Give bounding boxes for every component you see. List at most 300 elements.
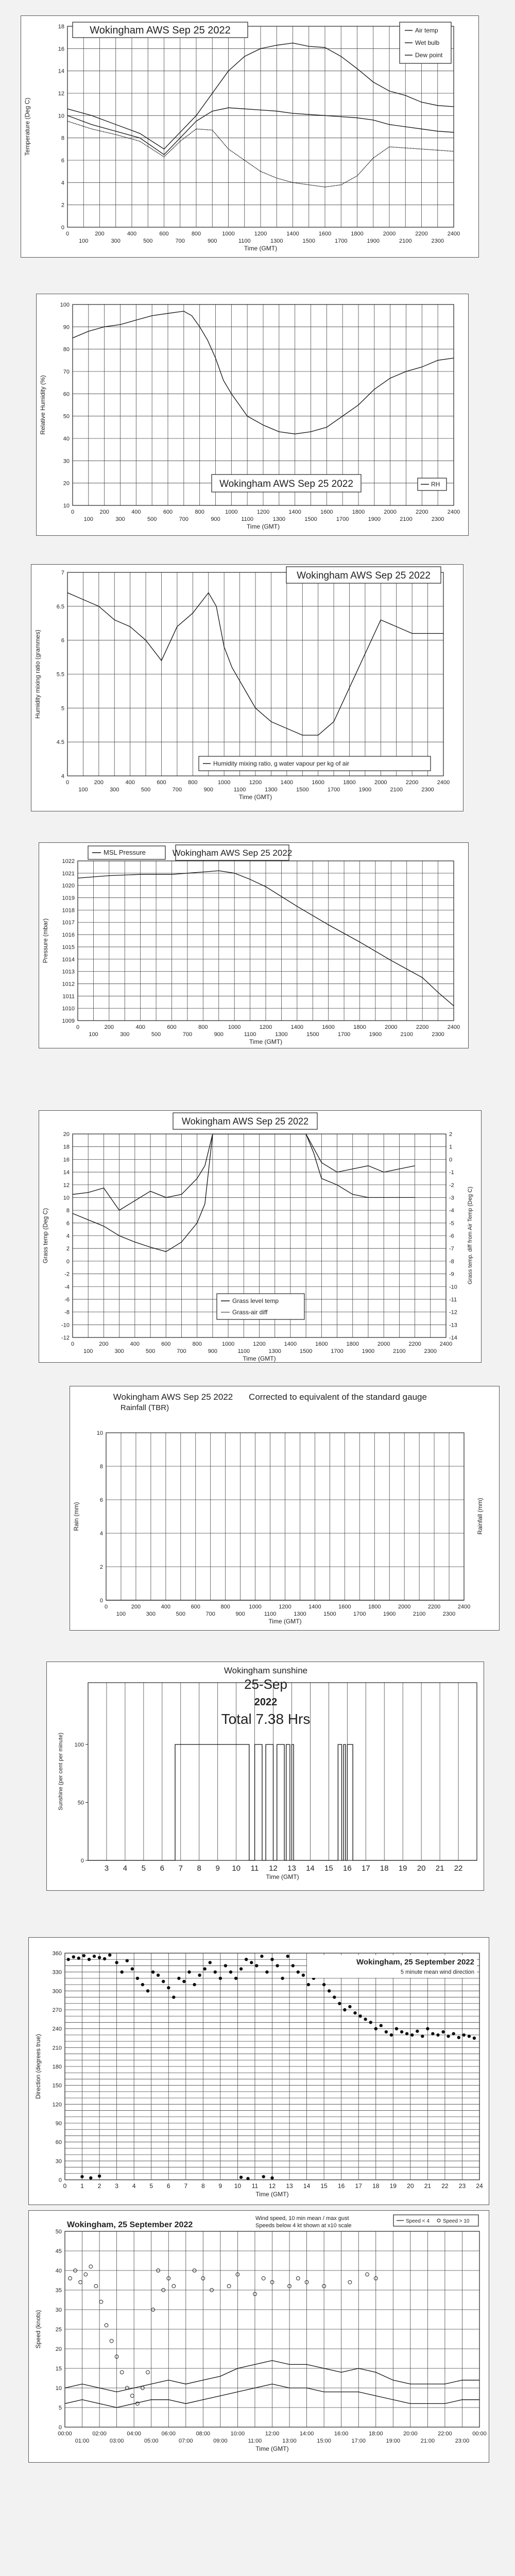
x-tick-label: 03:00 <box>109 2438 124 2444</box>
x-tick-label: 2200 <box>415 231 428 237</box>
x-tick-label: 1600 <box>315 1341 328 1347</box>
x-tick-label: 200 <box>131 1604 141 1610</box>
wind-direction-point <box>426 2027 429 2030</box>
gridlines <box>65 2231 479 2427</box>
x-tick-label: 0 <box>104 1604 108 1610</box>
wind-direction-point <box>151 1971 154 1974</box>
chart-title: Wokingham AWS Sep 25 2022 <box>297 570 431 581</box>
x-tick-label: 13:00 <box>282 2438 297 2444</box>
x-tick-label: 09:00 <box>213 2438 228 2444</box>
x-tick-label: 300 <box>120 1031 130 1038</box>
wind-direction-point <box>239 2176 243 2179</box>
x-tick-label: 1900 <box>368 516 381 522</box>
wind-direction-point <box>136 1977 139 1980</box>
x-tick-label: 1100 <box>233 787 246 793</box>
x-tick-label: 1100 <box>241 516 253 522</box>
x-tick-label: 400 <box>131 509 141 515</box>
x-tick-label: 15:00 <box>317 2438 331 2444</box>
x-tick-label: 23:00 <box>455 2438 470 2444</box>
y-tick-label: 4.5 <box>56 739 64 746</box>
x-tick-label: 100 <box>83 1348 93 1354</box>
low-speed-point <box>105 2324 108 2327</box>
y-tick-label: 120 <box>52 2102 62 2108</box>
x-tick-label: 00:00 <box>472 2431 487 2437</box>
y-tick-label: 20 <box>63 480 70 487</box>
wind-direction-point <box>89 2176 92 2179</box>
y-tick-label: 0 <box>58 2425 62 2431</box>
x-tick-label: 400 <box>130 1341 140 1347</box>
x-tick-label: 23 <box>458 2182 466 2190</box>
y-right-tick-label: -1 <box>449 1170 454 1176</box>
wind-direction-point <box>333 1995 336 1998</box>
y-tick-label: 60 <box>63 391 70 398</box>
x-tick-label: 1100 <box>237 1348 250 1354</box>
chart-title: Wokingham AWS Sep 25 2022 <box>90 25 231 37</box>
x-tick-label: 1800 <box>351 231 364 237</box>
sunshine-chart-panel <box>46 1662 484 1891</box>
y-axis-label: Rain (mm) <box>73 1502 80 1531</box>
wind-direction-point <box>286 1955 289 1958</box>
x-tick-label: 10:00 <box>230 2431 245 2437</box>
y-right-tick-label: -6 <box>449 1233 454 1240</box>
x-tick-label: 600 <box>161 1341 171 1347</box>
x-tick-label: 22 <box>454 1864 463 1873</box>
y-tick-label: 10 <box>96 1430 103 1436</box>
wind-direction-point <box>115 1961 118 1964</box>
y-tick-label: 1022 <box>62 858 75 865</box>
gridlines <box>106 1433 464 1600</box>
x-tick-label: 1600 <box>320 509 333 515</box>
x-axis-label: Time (GMT) <box>244 245 278 252</box>
x-tick-label: 10 <box>234 2182 242 2190</box>
wind-direction-point <box>234 1977 237 1980</box>
x-tick-label: 900 <box>214 1031 224 1038</box>
rainfall-chart <box>70 1386 499 1630</box>
x-tick-label: 11:00 <box>248 2438 262 2444</box>
wind-direction-point <box>77 1957 80 1960</box>
x-tick-label: 19 <box>389 2182 397 2190</box>
x-tick-label: 2100 <box>393 1348 406 1354</box>
y-axis-label: Speed (knots) <box>35 2310 42 2349</box>
wind-direction-point <box>162 1980 165 1983</box>
legend-label: Speed < 4 <box>406 2218 430 2224</box>
x-tick-label: 20 <box>407 2182 414 2190</box>
pressure-chart-panel <box>39 842 469 1048</box>
wind-direction-point <box>93 1955 96 1958</box>
x-tick-label: 900 <box>208 238 217 244</box>
x-tick-label: 2200 <box>416 1024 429 1030</box>
rainfall-chart-panel <box>70 1386 500 1631</box>
x-tick-label: 900 <box>208 1348 218 1354</box>
x-tick-label: 2400 <box>439 1341 453 1347</box>
x-tick-label: 1000 <box>221 1341 235 1347</box>
x-tick-label: 17:00 <box>351 2438 366 2444</box>
x-tick-label: 5 <box>141 1864 146 1873</box>
wind-direction-point <box>358 2014 362 2018</box>
y-tick-label: 100 <box>74 1742 84 1748</box>
x-tick-label: 1300 <box>268 1348 281 1354</box>
wind-direction-point <box>67 1958 70 1961</box>
plot-frame <box>88 1683 477 1860</box>
x-tick-label: 22 <box>441 2182 449 2190</box>
wind-direction-point <box>353 2011 356 2014</box>
x-tick-label: 16:00 <box>334 2431 349 2437</box>
wind-direction-point <box>265 1971 268 1974</box>
y-tick-label: 35 <box>55 2287 62 2294</box>
chart-year: 2022 <box>254 1697 278 1708</box>
y-tick-label: -2 <box>64 1271 70 1278</box>
x-tick-label: 1000 <box>249 1604 262 1610</box>
x-tick-label: 400 <box>161 1604 171 1610</box>
x-tick-label: 19:00 <box>386 2438 401 2444</box>
x-tick-label: 14:00 <box>299 2431 314 2437</box>
x-tick-label: 15 <box>324 1864 333 1873</box>
x-axis-label: Time (GMT) <box>238 793 272 801</box>
gridlines <box>65 1953 479 2180</box>
y-tick-label: 50 <box>55 2229 62 2235</box>
x-tick-label: 600 <box>167 1024 177 1030</box>
x-tick-label: 16 <box>342 1864 352 1873</box>
x-tick-label: 1400 <box>286 231 299 237</box>
y-tick-label: 25 <box>55 2327 62 2333</box>
x-tick-label: 800 <box>192 1341 202 1347</box>
x-tick-label: 1400 <box>284 1341 297 1347</box>
y-tick-label: 5 <box>58 2405 62 2411</box>
y-tick-label: 2 <box>66 1246 70 1252</box>
wind-direction-point <box>421 2035 424 2038</box>
wind-direction-point <box>246 2177 249 2180</box>
x-tick-label: 1200 <box>249 779 262 786</box>
x-tick-label: 1200 <box>254 231 267 237</box>
y-tick-label: 1013 <box>62 969 75 975</box>
x-tick-label: 9 <box>218 2182 222 2190</box>
temperature-chart <box>21 16 478 257</box>
y-tick-label: 20 <box>63 1131 70 1138</box>
low-speed-point <box>89 2265 93 2268</box>
y-tick-label: 150 <box>52 2082 62 2089</box>
x-axis-label: Time (GMT) <box>255 2191 289 2198</box>
x-tick-label: 1900 <box>383 1611 396 1617</box>
x-tick-label: 19 <box>398 1864 407 1873</box>
y-tick-label: 40 <box>55 2268 62 2274</box>
wind-direction-point <box>172 1995 175 1998</box>
x-tick-label: 400 <box>127 231 137 237</box>
x-tick-label: 900 <box>203 787 213 793</box>
x-tick-label: 1700 <box>336 516 349 522</box>
x-tick-label: 1600 <box>322 1024 335 1030</box>
chart-date: 25-Sep <box>244 1676 287 1692</box>
x-tick-label: 1600 <box>312 779 324 786</box>
x-tick-label: 1800 <box>352 509 365 515</box>
wind-direction-point <box>126 1959 129 1962</box>
y-tick-label: 60 <box>55 2139 62 2146</box>
wind-direction-point <box>270 1958 273 1961</box>
wind-direction-point <box>193 1983 196 1986</box>
x-tick-label: 12 <box>268 2182 276 2190</box>
x-tick-label: 1200 <box>253 1341 266 1347</box>
wind-direction-point <box>141 1983 144 1986</box>
x-tick-label: 2000 <box>398 1604 411 1610</box>
chart-title: Wokingham, 25 September 2022 <box>356 1958 474 1967</box>
x-tick-label: 1700 <box>337 1031 351 1038</box>
low-speed-point <box>120 2370 124 2374</box>
x-tick-label: 0 <box>63 2182 67 2190</box>
y-tick-label: 1015 <box>62 944 75 951</box>
y-tick-label: 1009 <box>62 1018 75 1024</box>
x-tick-label: 700 <box>175 238 185 244</box>
y-right-tick-label: -13 <box>449 1322 457 1329</box>
legend-label: Grass-air diff <box>232 1309 268 1316</box>
x-tick-label: 1500 <box>296 787 309 793</box>
chart-total: Total 7.38 Hrs <box>221 1711 311 1727</box>
x-tick-label: 2000 <box>374 779 387 786</box>
y-right-tick-label: 0 <box>449 1157 453 1163</box>
low-speed-point <box>136 2402 140 2405</box>
y-tick-label: 1010 <box>62 1006 75 1012</box>
x-tick-label: 700 <box>172 787 182 793</box>
x-tick-label: 1600 <box>318 231 332 237</box>
x-tick-label: 1200 <box>279 1604 291 1610</box>
x-tick-label: 2000 <box>377 1341 390 1347</box>
x-tick-label: 1800 <box>346 1341 359 1347</box>
y-tick-label: 10 <box>63 503 70 509</box>
x-tick-label: 06:00 <box>161 2431 176 2437</box>
chart-title: Wokingham AWS Sep 25 2022 <box>219 478 353 489</box>
x-tick-label: 1200 <box>259 1024 272 1030</box>
x-tick-label: 800 <box>191 231 201 237</box>
x-tick-label: 700 <box>179 516 189 522</box>
wind-direction-point <box>436 2033 439 2037</box>
x-tick-label: 600 <box>157 779 166 786</box>
x-tick-label: 1500 <box>304 516 317 522</box>
legend-label: Humidity mixing ratio, g water vapour per kg of air <box>213 760 350 767</box>
y-tick-label: 18 <box>58 24 64 30</box>
y-tick-label: 12 <box>58 91 64 97</box>
y-tick-label: 1018 <box>62 907 75 914</box>
x-tick-label: 1700 <box>331 1348 344 1354</box>
wind-direction-point <box>167 1986 170 1989</box>
x-tick-label: 18 <box>380 1864 389 1873</box>
x-tick-label: 1300 <box>294 1611 306 1617</box>
chart-subtitle: 5 minute mean wind direction <box>400 1969 474 1975</box>
x-tick-label: 4 <box>123 1864 128 1873</box>
wind-direction-point <box>239 1967 243 1970</box>
x-tick-label: 1700 <box>327 787 340 793</box>
y-tick-label: 80 <box>63 346 70 353</box>
y-tick-label: 14 <box>58 68 64 75</box>
x-tick-label: 800 <box>220 1604 230 1610</box>
legend-label: Speed > 10 <box>443 2218 470 2224</box>
x-tick-label: 10 <box>232 1864 241 1873</box>
x-tick-label: 3 <box>115 2182 118 2190</box>
x-tick-label: 24 <box>476 2182 483 2190</box>
wind-direction-point <box>338 2002 341 2005</box>
y-tick-label: -8 <box>64 1309 70 1316</box>
low-speed-point <box>130 2394 134 2398</box>
x-tick-label: 20:00 <box>403 2431 418 2437</box>
y-tick-label: 30 <box>55 2307 62 2313</box>
wind-direction-point <box>262 2175 265 2178</box>
chart-subtitle: Rainfall (TBR) <box>120 1403 169 1412</box>
sunshine-chart <box>47 1662 484 1890</box>
low-speed-point <box>99 2300 103 2303</box>
y-axis-label: Pressure (mbar) <box>42 918 49 963</box>
low-speed-point <box>68 2277 72 2280</box>
x-tick-label: 0 <box>76 1024 80 1030</box>
x-tick-label: 2300 <box>431 516 444 522</box>
y-right-tick-label: -7 <box>449 1246 454 1252</box>
y-tick-label: 6 <box>61 158 64 164</box>
y-right-axis-label: Rainfall (mm) <box>476 1498 484 1535</box>
x-tick-label: 2100 <box>400 516 413 522</box>
x-tick-label: 12:00 <box>265 2431 280 2437</box>
x-tick-label: 500 <box>176 1611 185 1617</box>
y-right-tick-label: 2 <box>449 1131 453 1138</box>
x-tick-label: 500 <box>147 516 157 522</box>
y-tick-label: 12 <box>63 1182 70 1189</box>
x-tick-label: 16 <box>337 2182 345 2190</box>
x-tick-label: 14 <box>303 2182 311 2190</box>
x-tick-label: 600 <box>191 1604 200 1610</box>
x-tick-label: 800 <box>188 779 198 786</box>
legend-label: MSL Pressure <box>104 849 146 856</box>
low-speed-point <box>172 2284 176 2288</box>
x-tick-label: 2400 <box>447 509 460 515</box>
y-tick-label: 360 <box>52 1951 62 1957</box>
y-axis-label: Relative Humidity (%) <box>39 375 46 435</box>
x-tick-label: 300 <box>111 238 121 244</box>
wind-direction-point <box>203 1967 207 1970</box>
x-tick-label: 0 <box>71 1341 75 1347</box>
low-speed-point <box>84 2273 88 2276</box>
wind-direction-point <box>348 2005 351 2008</box>
y-axis-label: Temperature (Deg C) <box>24 97 31 156</box>
x-tick-label: 2200 <box>427 1604 441 1610</box>
x-tick-label: 1000 <box>222 231 235 237</box>
x-tick-label: 0 <box>71 509 75 515</box>
wind-direction-point <box>255 1964 258 1967</box>
x-tick-label: 1200 <box>256 509 270 515</box>
x-tick-label: 2400 <box>447 1024 460 1030</box>
x-tick-label: 500 <box>143 238 153 244</box>
x-axis-label: Time (GMT) <box>266 1873 299 1880</box>
chart-title: Wokingham AWS Sep 25 2022 <box>172 848 293 858</box>
gridlines <box>67 26 454 227</box>
y-tick-label: -10 <box>61 1322 70 1329</box>
x-tick-label: 07:00 <box>179 2438 193 2444</box>
x-tick-label: 2000 <box>383 231 396 237</box>
x-tick-label: 8 <box>201 2182 205 2190</box>
x-tick-label: 1000 <box>225 509 238 515</box>
x-tick-label: 6 <box>160 1864 164 1873</box>
y-right-tick-label: -5 <box>449 1220 454 1227</box>
x-tick-label: 100 <box>83 516 94 522</box>
x-tick-label: 700 <box>205 1611 215 1617</box>
x-tick-label: 300 <box>110 787 119 793</box>
y-tick-label: 180 <box>52 2064 62 2070</box>
wind-direction-point <box>198 1974 201 1977</box>
x-tick-label: 600 <box>163 509 173 515</box>
x-tick-label: 500 <box>141 787 151 793</box>
wind-direction-point <box>98 1956 101 1959</box>
y-tick-label: 0 <box>80 1858 84 1864</box>
x-axis-label: Time (GMT) <box>249 1038 283 1045</box>
low-speed-point <box>94 2284 98 2288</box>
x-tick-label: 6 <box>166 2182 170 2190</box>
grass-temp-chart <box>39 1111 481 1362</box>
y-tick-label: 15 <box>55 2366 62 2372</box>
x-tick-label: 1300 <box>275 1031 288 1038</box>
x-tick-label: 2000 <box>384 509 397 515</box>
y-tick-label: 5.5 <box>56 671 64 678</box>
x-tick-label: 900 <box>235 1611 245 1617</box>
y-tick-label: 90 <box>63 324 70 331</box>
x-tick-label: 100 <box>116 1611 126 1617</box>
y-tick-label: 30 <box>63 458 70 465</box>
y-tick-label: 14 <box>63 1170 70 1176</box>
x-axis-label: Time (GMT) <box>255 2445 289 2452</box>
x-tick-label: 100 <box>78 787 88 793</box>
y-tick-label: 7 <box>61 570 64 576</box>
y-tick-label: 1014 <box>62 956 75 963</box>
gridlines <box>78 861 454 1021</box>
wind-direction-point <box>416 2029 419 2032</box>
x-tick-label: 7 <box>184 2182 188 2190</box>
wind-direction-point <box>343 2008 346 2011</box>
x-tick-label: 2200 <box>416 509 428 515</box>
x-tick-label: 17 <box>361 1864 370 1873</box>
y-tick-label: 1012 <box>62 981 75 988</box>
x-tick-label: 04:00 <box>127 2431 141 2437</box>
wind-direction-point <box>98 2175 101 2178</box>
wind-direction-point <box>108 1954 111 1957</box>
y-tick-label: 70 <box>63 369 70 375</box>
wind-direction-point <box>364 2018 367 2021</box>
x-tick-label: 1500 <box>302 238 315 244</box>
x-axis-label: Time (GMT) <box>268 1618 302 1625</box>
y-right-tick-label: -12 <box>449 1309 457 1316</box>
x-tick-label: 2100 <box>399 238 412 244</box>
x-tick-label: 1100 <box>244 1031 256 1038</box>
chart-note: Corrected to equivalent of the standard gauge <box>249 1392 427 1402</box>
y-tick-label: 10 <box>63 1195 70 1201</box>
x-tick-label: 21 <box>435 1864 444 1873</box>
x-tick-label: 00:00 <box>58 2431 72 2437</box>
y-tick-label: 1017 <box>62 920 75 926</box>
x-tick-label: 1900 <box>358 787 372 793</box>
x-tick-label: 1800 <box>353 1024 366 1030</box>
x-tick-label: 2100 <box>400 1031 413 1038</box>
x-tick-label: 1900 <box>367 238 380 244</box>
wind-direction-point <box>214 1971 217 1974</box>
chart-title: Wokingham sunshine <box>224 1666 308 1675</box>
x-tick-label: 18:00 <box>368 2431 383 2437</box>
y-right-tick-label: -11 <box>449 1296 457 1303</box>
wind-direction-point <box>328 1989 331 1992</box>
x-tick-label: 12 <box>269 1864 278 1873</box>
y-tick-label: 4 <box>61 180 64 187</box>
y-tick-label: 4 <box>99 1531 103 1537</box>
x-tick-label: 5 <box>149 2182 153 2190</box>
legend-label: Dew point <box>415 52 443 59</box>
y-right-axis-label: Grass temp. diff from Air Temp (Deg C) <box>467 1187 473 1284</box>
y-tick-label: 0 <box>61 225 64 231</box>
x-tick-label: 1900 <box>369 1031 382 1038</box>
y-tick-label: 16 <box>63 1157 70 1163</box>
legend-label: Grass level temp <box>232 1297 279 1304</box>
y-tick-label: 20 <box>55 2346 62 2352</box>
x-tick-label: 2400 <box>457 1604 471 1610</box>
